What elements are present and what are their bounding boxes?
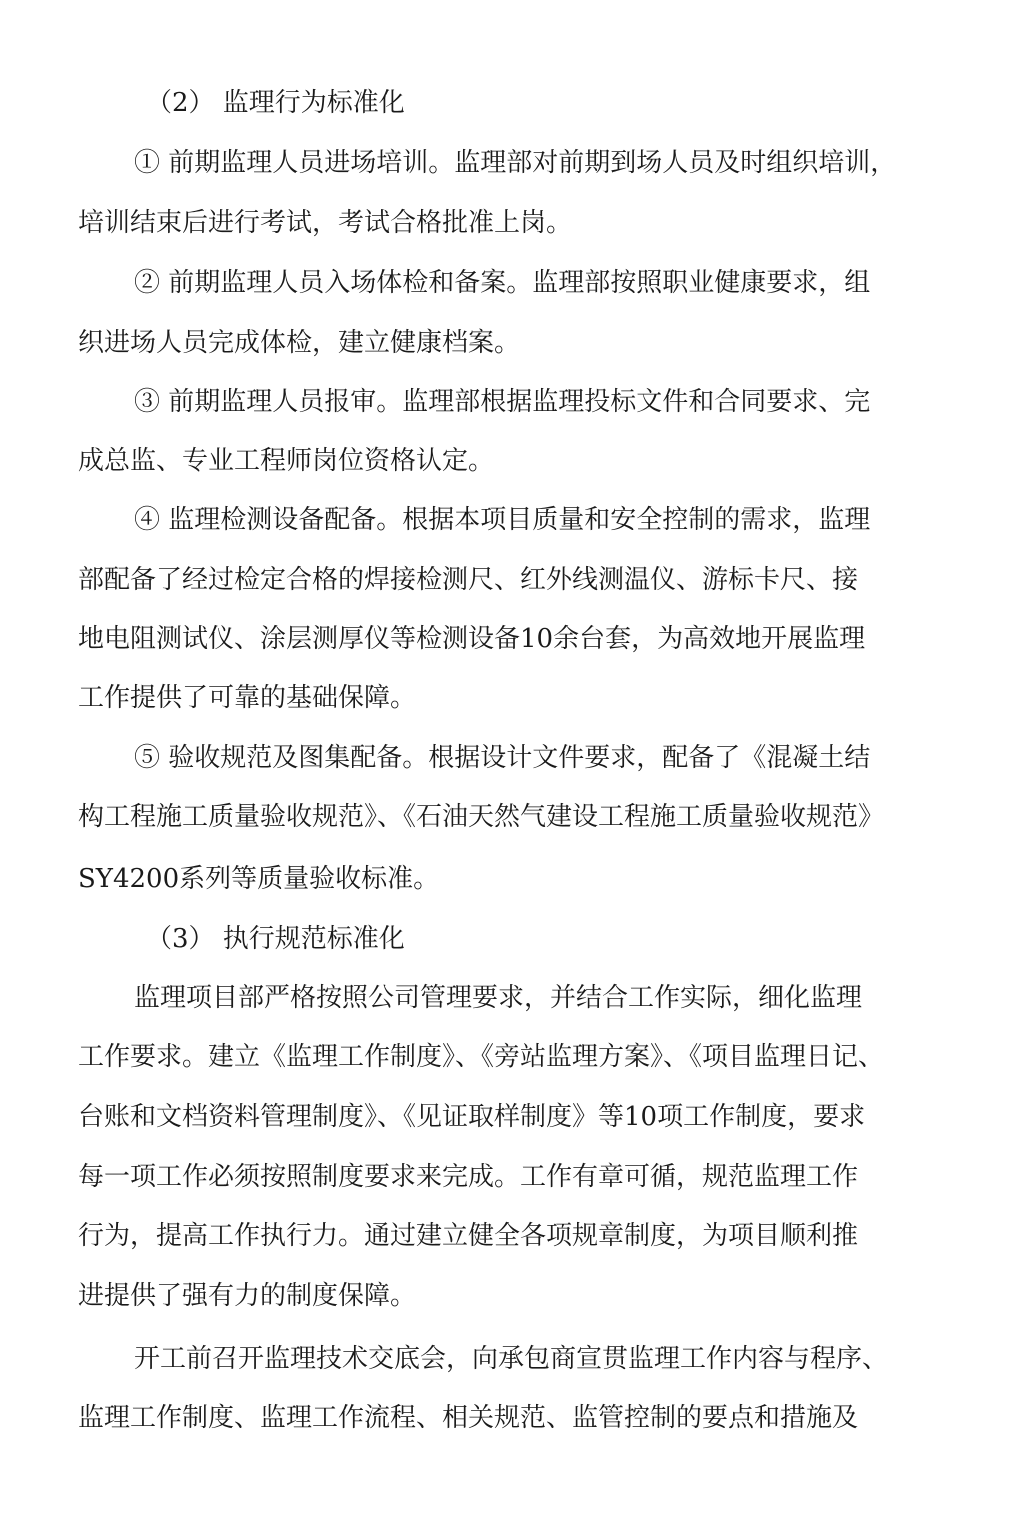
paragraph-line: 每一项工作必须按照制度要求来完成。工作有章可循，规范监理工作 [78, 1162, 859, 1192]
paragraph-line: ② 前期监理人员入场体检和备案。监理部按照职业健康要求，组 [134, 268, 871, 298]
paragraph-line: 培训结束后进行考试，考试合格批准上岗。 [78, 208, 573, 238]
paragraph-line: ① 前期监理人员进场培训。监理部对前期到场人员及时组织培训， [134, 148, 897, 178]
paragraph-line: 开工前召开监理技术交底会，向承包商宣贯监理工作内容与程序、 [134, 1344, 889, 1374]
paragraph-line: 进提供了强有力的制度保障。 [78, 1281, 417, 1311]
paragraph-line: 监理工作制度、监理工作流程、相关规范、监管控制的要点和措施及 [78, 1403, 859, 1433]
section-heading: （3） 执行规范标准化 [146, 924, 405, 954]
paragraph-line: 台账和文档资料管理制度》、《见证取样制度》等10项工作制度，要求 [78, 1102, 866, 1132]
paragraph-line: 行为，提高工作执行力。通过建立健全各项规章制度，为项目顺利推 [78, 1221, 859, 1251]
section-heading: （2） 监理行为标准化 [146, 88, 405, 118]
paragraph-line: ④ 监理检测设备配备。根据本项目质量和安全控制的需求，监理 [134, 505, 871, 535]
paragraph-line: ③ 前期监理人员报审。监理部根据监理投标文件和合同要求、完 [134, 387, 871, 417]
paragraph-line: SY4200系列等质量验收标准。 [78, 864, 440, 894]
paragraph-line: ⑤ 验收规范及图集配备。根据设计文件要求，配备了《混凝土结 [134, 743, 871, 773]
paragraph-line: 工作提供了可靠的基础保障。 [78, 683, 417, 713]
paragraph-line: 工作要求。建立《监理工作制度》、《旁站监理方案》、《项目监理日记、 [78, 1042, 885, 1072]
paragraph-line: 监理项目部严格按照公司管理要求，并结合工作实际，细化监理 [134, 983, 863, 1013]
paragraph-line: 地电阻测试仪、涂层测厚仪等检测设备10余台套，为高效地开展监理 [78, 624, 866, 654]
paragraph-line: 成总监、专业工程师岗位资格认定。 [78, 446, 495, 476]
paragraph-line: 部配备了经过检定合格的焊接检测尺、红外线测温仪、游标卡尺、接 [78, 565, 859, 595]
paragraph-line: 构工程施工质量验收规范》、《石油天然气建设工程施工质量验收规范》 [78, 802, 885, 832]
paragraph-line: 织进场人员完成体检，建立健康档案。 [78, 328, 521, 358]
